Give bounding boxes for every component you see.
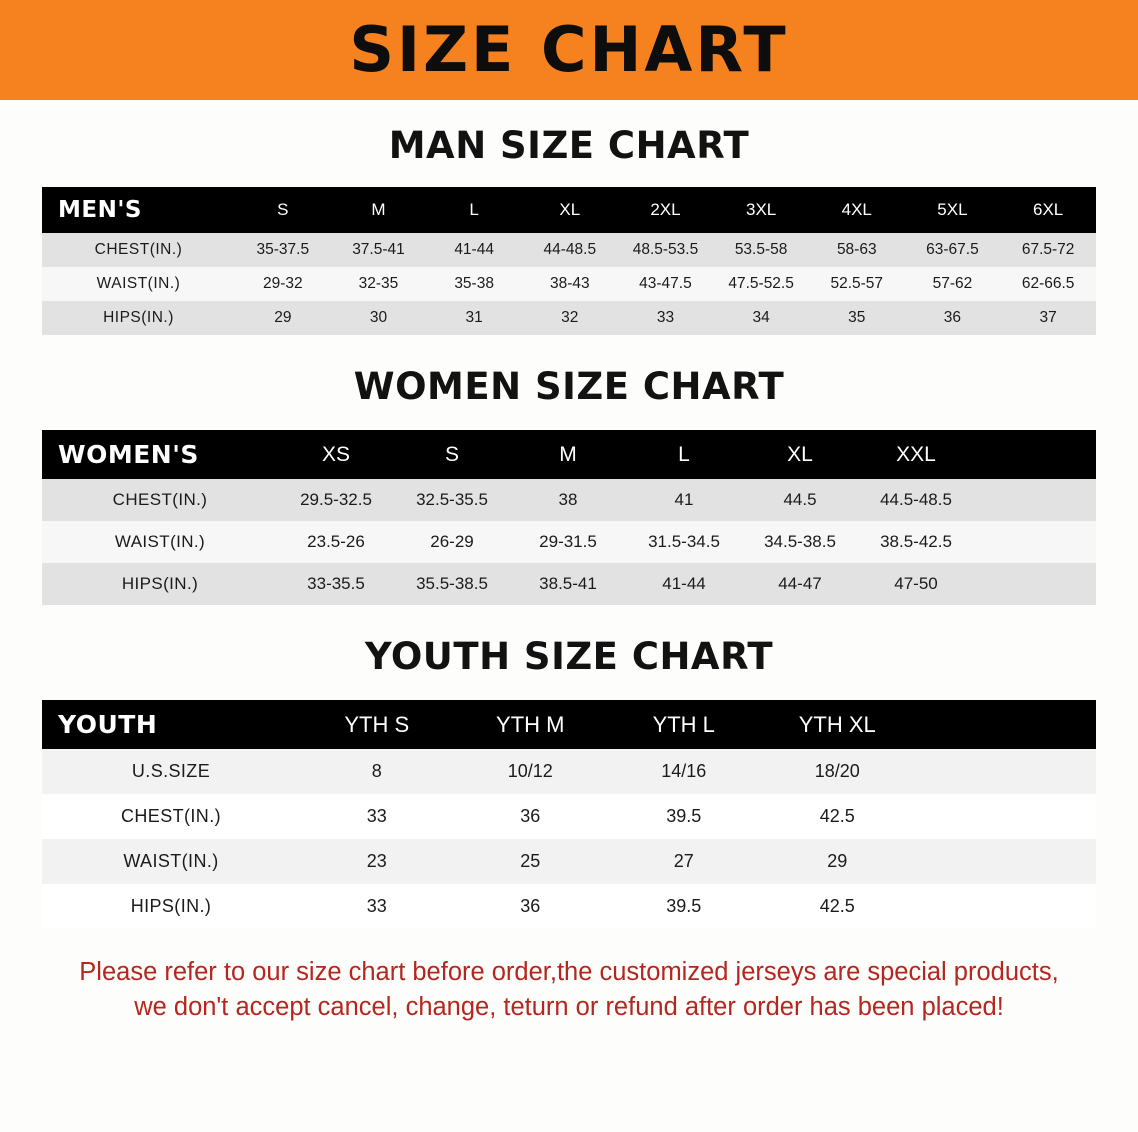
youth-cell: 18/20: [814, 761, 860, 781]
women-row-label: WAIST(IN.): [114, 532, 206, 551]
man-table-head: [42, 187, 1096, 233]
youth-cell: 36: [520, 806, 541, 826]
man-size-table: [42, 187, 1096, 335]
man-cell: 29-32: [263, 275, 303, 292]
man-cell: 29: [274, 309, 292, 326]
man-cell: 32: [561, 309, 579, 326]
man-cell: 38-43: [549, 275, 590, 292]
women-cell: 44.5-48.5: [880, 490, 952, 509]
women-cell: 23.5-26: [307, 532, 365, 551]
man-cell: 41-44: [454, 241, 494, 258]
women-cell: 29-31.5: [539, 532, 597, 551]
women-table-wrapper: [42, 430, 1096, 605]
man-cell: 67.5-72: [1021, 241, 1075, 258]
women-col-header: L: [678, 442, 690, 466]
youth-table-wrapper: [42, 700, 1096, 929]
man-col-header: XL: [559, 200, 581, 219]
women-col-header-spacer: [974, 430, 1096, 479]
man-col-header: 2XL: [650, 200, 681, 219]
women-table-head: [42, 430, 1096, 479]
women-cell: 35.5-38.5: [416, 574, 488, 593]
women-cell: 26-29: [430, 532, 474, 551]
youth-cell: 8: [371, 761, 382, 781]
women-corner-label: WOMEN'S: [58, 440, 199, 469]
table-row: [42, 884, 1096, 929]
women-col-header: XL: [787, 442, 813, 466]
youth-cell: 42.5: [819, 896, 855, 916]
youth-cell-spacer: [914, 839, 1096, 884]
youth-cell: 33: [366, 896, 387, 916]
man-cell: 63-67.5: [926, 241, 979, 258]
youth-size-table: [42, 700, 1096, 929]
man-cell: 35-37.5: [256, 241, 310, 258]
table-row: [42, 794, 1096, 839]
youth-col-header: YTH XL: [798, 711, 876, 737]
man-col-header: 6XL: [1033, 200, 1064, 219]
man-cell: 34: [752, 309, 770, 326]
man-col-header: 4XL: [841, 200, 872, 219]
women-header-row: [42, 430, 1096, 479]
policy-note: [32, 955, 1106, 1025]
women-size-table: [42, 430, 1096, 605]
youth-cell: 23: [366, 851, 387, 871]
man-corner-label: MEN'S: [58, 197, 142, 223]
man-cell: 53.5-58: [734, 241, 788, 258]
table-row: [42, 233, 1096, 267]
man-table-body: [42, 233, 1096, 335]
table-row: [42, 521, 1096, 563]
youth-cell: 36: [520, 896, 541, 916]
man-col-header: L: [469, 200, 479, 219]
women-section-heading: WOMEN SIZE CHART: [353, 365, 785, 408]
banner: [0, 0, 1138, 100]
youth-cell: 14/16: [661, 761, 707, 781]
youth-cell: 39.5: [666, 806, 702, 826]
youth-cell-spacer: [914, 749, 1096, 794]
youth-row-label: U.S.SIZE: [131, 761, 211, 781]
man-cell: 36: [943, 309, 962, 326]
man-cell: 47.5-52.5: [728, 275, 794, 292]
policy-note-line-1: Please refer to our size chart before order,the customized jerseys are special products,: [79, 958, 1059, 986]
youth-cell: 27: [673, 851, 694, 871]
youth-table-body: [42, 749, 1096, 929]
man-cell: 43-47.5: [639, 275, 692, 292]
youth-header-row: [42, 700, 1096, 749]
man-col-header: 5XL: [937, 200, 968, 219]
women-cell-spacer: [974, 479, 1096, 521]
man-cell: 48.5-53.5: [632, 241, 699, 258]
table-row: [42, 301, 1096, 335]
youth-cell: 25: [520, 851, 541, 871]
women-cell: 38.5-41: [539, 574, 597, 593]
table-row: [42, 749, 1096, 794]
man-cell: 33: [656, 309, 675, 326]
youth-cell-spacer: [914, 794, 1096, 839]
women-cell: 31.5-34.5: [648, 532, 720, 551]
women-row-label: CHEST(IN.): [112, 490, 208, 509]
table-row: [42, 839, 1096, 884]
man-cell: 57-62: [932, 275, 973, 292]
youth-table-head: [42, 700, 1096, 749]
man-cell: 37.5-41: [352, 241, 405, 258]
women-cell: 41-44: [662, 574, 706, 593]
women-col-header: M: [559, 442, 577, 466]
man-cell: 44-48.5: [543, 241, 597, 258]
table-row: [42, 267, 1096, 301]
women-table-body: [42, 479, 1096, 605]
youth-cell: 42.5: [819, 806, 855, 826]
man-table-wrapper: [42, 187, 1096, 335]
women-cell: 32.5-35.5: [416, 490, 488, 509]
youth-corner-label: YOUTH: [58, 710, 158, 739]
man-cell: 37: [1039, 309, 1057, 326]
man-cell: 31: [465, 309, 483, 326]
man-header-row: [42, 187, 1096, 233]
man-row-label: CHEST(IN.): [94, 241, 183, 258]
page-title: SIZE CHART: [349, 13, 789, 86]
man-col-header: S: [277, 200, 289, 219]
women-cell: 41: [674, 490, 694, 509]
women-col-header: XXL: [896, 442, 936, 466]
table-row: [42, 563, 1096, 605]
women-cell: 44-47: [778, 574, 822, 593]
youth-cell: 39.5: [666, 896, 702, 916]
man-col-header: M: [371, 200, 386, 219]
women-cell-spacer: [974, 521, 1096, 563]
man-row-label: HIPS(IN.): [103, 309, 174, 326]
women-cell: 38: [558, 490, 578, 509]
youth-row-label: CHEST(IN.): [121, 806, 221, 826]
women-cell: 34.5-38.5: [764, 532, 836, 551]
youth-cell: 33: [366, 806, 387, 826]
man-col-header: 3XL: [745, 200, 777, 219]
youth-section-heading: YOUTH SIZE CHART: [364, 635, 774, 678]
youth-col-header: YTH L: [652, 711, 715, 737]
women-col-header: XS: [321, 442, 350, 466]
women-col-header: S: [444, 442, 459, 466]
man-cell: 32-35: [358, 275, 399, 292]
women-cell-spacer: [974, 563, 1096, 605]
women-row-label: HIPS(IN.): [121, 574, 199, 593]
man-cell: 62-66.5: [1021, 275, 1075, 292]
women-cell: 47-50: [894, 574, 938, 593]
man-cell: 30: [369, 309, 388, 326]
women-cell: 29.5-32.5: [300, 490, 372, 509]
man-cell: 35: [848, 309, 866, 326]
youth-col-header-spacer: [914, 700, 1096, 749]
women-cell: 44.5: [783, 490, 817, 509]
youth-cell: 10/12: [507, 761, 553, 781]
man-cell: 52.5-57: [830, 275, 884, 292]
man-cell: 35-38: [454, 275, 494, 292]
youth-col-header: YTH M: [496, 711, 565, 737]
youth-row-label: WAIST(IN.): [123, 851, 219, 871]
youth-cell-spacer: [914, 884, 1096, 929]
man-cell: 58-63: [836, 241, 877, 258]
youth-col-header: YTH S: [344, 711, 410, 737]
youth-cell: 29: [827, 851, 848, 871]
women-cell: 33-35.5: [307, 574, 365, 593]
man-section-heading: MAN SIZE CHART: [388, 124, 750, 167]
table-row: [42, 479, 1096, 521]
women-cell: 38.5-42.5: [880, 532, 952, 551]
policy-note-line-2: we don't accept cancel, change, teturn or refund after order has been placed!: [134, 993, 1004, 1022]
youth-row-label: HIPS(IN.): [130, 896, 212, 916]
man-row-label: WAIST(IN.): [96, 275, 181, 292]
